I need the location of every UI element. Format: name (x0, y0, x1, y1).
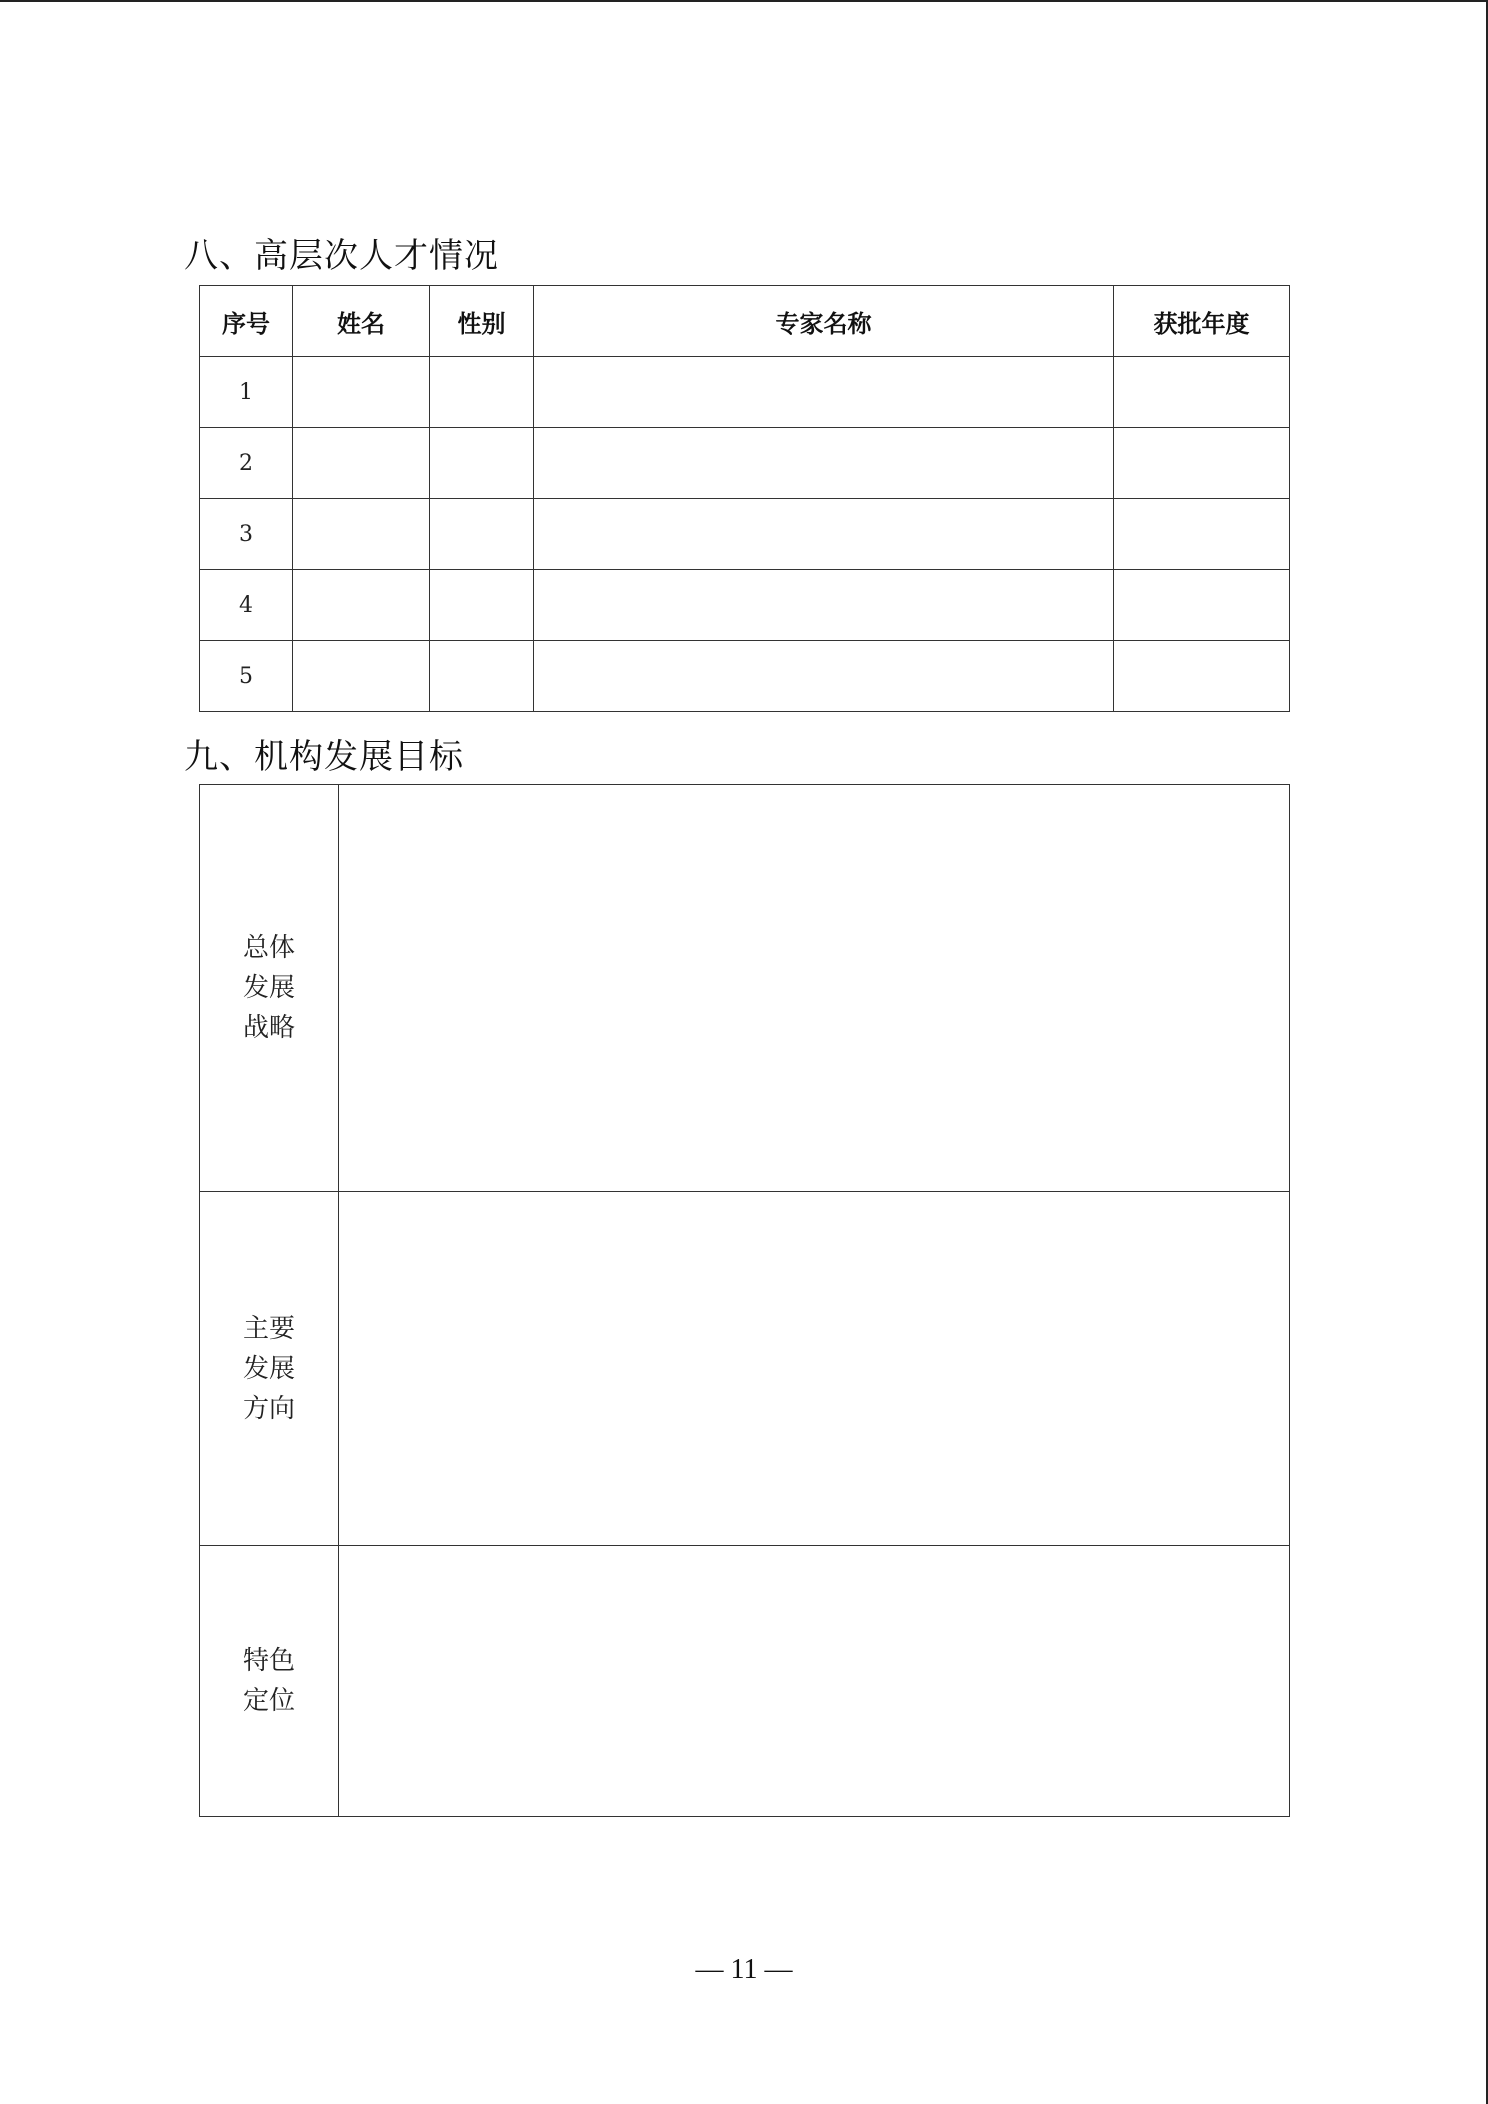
name-cell[interactable] (293, 499, 430, 570)
name-cell[interactable] (293, 357, 430, 428)
table-row (200, 499, 1290, 570)
talent-table (199, 285, 1290, 712)
label-line: 特色 (242, 1646, 295, 1676)
approval-year-cell[interactable] (1114, 357, 1290, 428)
section-8-title: 八、高层次人才情况 (184, 236, 499, 276)
label-line: 定位 (242, 1686, 295, 1716)
feature-positioning-field[interactable] (339, 1546, 1290, 1817)
label-line: 发展 (242, 1353, 295, 1384)
approval-year-cell[interactable] (1114, 641, 1290, 712)
seq-cell: 4 (200, 570, 293, 641)
seq-cell: 2 (200, 428, 293, 499)
expert-title-cell[interactable] (534, 428, 1114, 499)
seq-cell: 5 (200, 641, 293, 712)
section-9-title: 九、机构发展目标 (184, 737, 464, 777)
page-top-border (0, 0, 1488, 2)
table-row (200, 428, 1290, 499)
approval-year-cell[interactable] (1114, 428, 1290, 499)
overall-strategy-field[interactable] (339, 785, 1290, 1192)
gender-cell[interactable] (430, 357, 534, 428)
table-row (200, 570, 1290, 641)
gender-cell[interactable] (430, 570, 534, 641)
expert-title-cell[interactable] (534, 570, 1114, 641)
label-line: 主要 (242, 1313, 295, 1344)
approval-year-cell[interactable] (1114, 499, 1290, 570)
table-row (200, 357, 1290, 428)
feature-positioning-label (200, 1546, 339, 1817)
header-name: 姓名 (293, 286, 430, 357)
expert-title-cell[interactable] (534, 499, 1114, 570)
header-expert-title: 专家名称 (534, 286, 1114, 357)
goal-row-feature-positioning (200, 1546, 1290, 1817)
name-cell[interactable] (293, 641, 430, 712)
expert-title-cell[interactable] (534, 357, 1114, 428)
gender-cell[interactable] (430, 641, 534, 712)
seq-cell: 1 (200, 357, 293, 428)
header-approval-year: 获批年度 (1114, 286, 1290, 357)
seq-cell: 3 (200, 499, 293, 570)
table-row (200, 641, 1290, 712)
overall-strategy-label (200, 785, 339, 1192)
main-direction-field[interactable] (339, 1192, 1290, 1546)
label-line: 发展 (242, 973, 295, 1003)
name-cell[interactable] (293, 570, 430, 641)
name-cell[interactable] (293, 428, 430, 499)
page-number: — 11 — (695, 1954, 793, 1985)
development-goals-table (199, 784, 1290, 1817)
header-gender: 性别 (430, 286, 534, 357)
header-seq: 序号 (200, 286, 293, 357)
goal-row-overall-strategy (200, 785, 1290, 1192)
approval-year-cell[interactable] (1114, 570, 1290, 641)
gender-cell[interactable] (430, 499, 534, 570)
label-line: 总体 (242, 933, 295, 963)
label-line: 方向 (242, 1393, 295, 1424)
label-line: 战略 (242, 1013, 295, 1043)
gender-cell[interactable] (430, 428, 534, 499)
talent-table-header-row (200, 286, 1290, 357)
expert-title-cell[interactable] (534, 641, 1114, 712)
main-direction-label (200, 1192, 339, 1546)
goal-row-main-direction (200, 1192, 1290, 1546)
